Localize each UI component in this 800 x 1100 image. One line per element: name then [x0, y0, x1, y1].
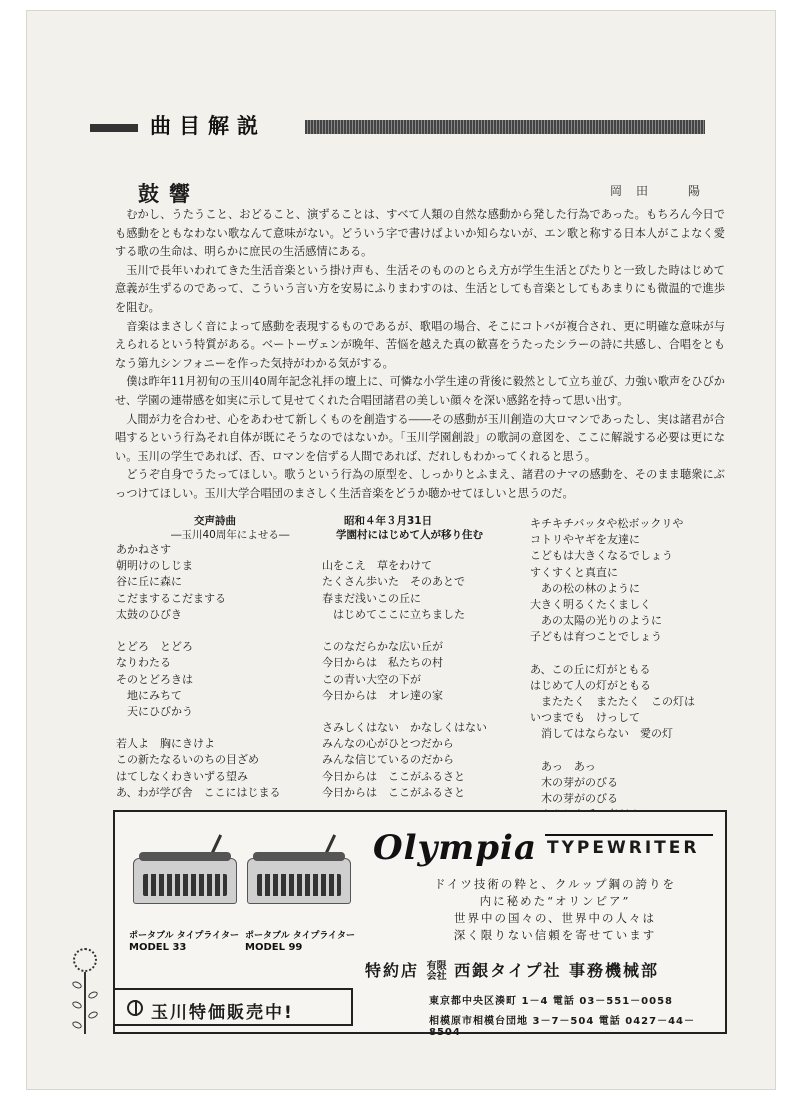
poem-column-2: [322, 514, 522, 801]
paragraph: むかし、うたうこと、おどること、演ずることは、すべて人類の自然な感動から発した行為であった。もちろん今日でも感動をともなわない歌なんて意味がない。どういう字で書けばよいか知らないが、エン歌と称する日本人がこよなく愛する歌の生命は、明らかに庶民の生活感情にある。: [115, 208, 725, 259]
brand-logo: Olympia: [373, 828, 537, 868]
poem-line: みんなの心がひとつだから: [322, 737, 454, 751]
ad-slogan: ドイツ技術の粋と、クルップ鋼の誇りを 内に秘めた“オリンピア” 世界中の国々の、世界中の人々は 深く限りない信頼を寄せています: [433, 877, 677, 942]
poem-line: 木の芽がのびる: [530, 776, 618, 789]
poem-line: 地にみちて: [116, 688, 182, 702]
article-body: [115, 206, 725, 504]
poem-line: あの太陽の光りのように: [530, 614, 662, 628]
poem-line: あ、この丘に灯がともる: [530, 662, 651, 676]
poem-line: 山をこえ 草をわけて: [322, 559, 432, 573]
poem-line: 若人よ 胸にきけよ: [116, 737, 215, 751]
poem-line: すくすくと真直に: [530, 565, 618, 579]
poem-line: またたく またたく この灯は: [530, 695, 695, 709]
poem-line: こだまするこだまする: [116, 591, 226, 605]
poem-line: [116, 623, 316, 639]
poem-heading: 交声詩曲: [194, 515, 236, 527]
model-caption: ポータブル タイプライター MODEL 33: [129, 931, 240, 953]
poem-subheading: 学園村にはじめて人が移り住む: [336, 529, 483, 541]
poem-line: あかねさす: [116, 543, 171, 556]
article-author: 岡田 陽: [610, 184, 715, 198]
paragraph: 玉川で長年いわれてきた生活音楽という掛け声も、生活そのもののとらえ方が学生生活とぴたりと一致した時はじめて意義が生ずるのであって、こういう言い方を安易にふりまわすのは、生活としても音楽としてもあまりにも微温的で進歩を阻む。: [115, 263, 725, 314]
poem-line: [322, 623, 522, 639]
poem-line: はじめて人の灯がともる: [530, 678, 651, 692]
poem-line: こどもは大きくなるでしょう: [530, 549, 673, 563]
poem-line: なりわたる: [116, 656, 171, 670]
section-heading: [90, 110, 720, 144]
dealer-name: 特約店 有限 会社 西銀タイプ社 事務機械部: [365, 960, 659, 982]
poem-line: このなだらかな広い丘が: [322, 640, 443, 654]
paragraph: 人間が力を合わせ、心をあわせて新しくものを創造する――その感動が玉川創造の大ロマンであったし、実は諸君が合唱するという行為それ自体が既にそうなのではないか。「玉川学園創設」の歌詞の意図を、ここに解説する必要は更にない。玉川の学生であれば、否、ロマンを信ずる人間であれば、だれしもわかってくれると思う。: [115, 412, 725, 463]
dealer-address: 東京都中央区湊町 1－4 電話 03－551－0058: [429, 996, 673, 1007]
poem-line: この新たなるいのちの目ざめ: [116, 753, 259, 767]
heading-rule-right: [305, 120, 705, 134]
poem-line: 天にひびかう: [116, 704, 193, 718]
poem-line: 木の芽がのびる: [530, 792, 618, 806]
sale-text: 玉川特価販売中!: [151, 1003, 294, 1023]
flower-icon: [68, 948, 102, 1038]
poem-line: 太鼓のひびき: [116, 607, 182, 621]
poem-line: キチキチバッタや松ボックリや: [530, 517, 684, 530]
poem-lines: [116, 542, 316, 801]
poem-subheading: ―玉川40周年によせる―: [171, 529, 290, 541]
typewriter-illustration: [129, 840, 241, 906]
poem-line: いつまでも けっして: [530, 711, 640, 725]
section-title: 曲目解説: [150, 114, 266, 138]
poem-line: 今日からは ここがふるさと: [322, 785, 465, 799]
poem-line: コトリやヤギを友達に: [530, 533, 640, 547]
poem-line: さみしくはない かなしくはない: [322, 721, 487, 735]
poem-column-1: [116, 514, 316, 801]
dealer-address: 相模原市相模台団地 3－7－504 電話 0427－44－8504: [429, 1016, 695, 1038]
poem-line: [116, 720, 316, 736]
model-number: MODEL 33: [129, 942, 187, 953]
poem-line: 谷に丘に森に: [116, 575, 182, 589]
poem-line: [530, 743, 730, 759]
sale-banner: [113, 988, 353, 1026]
article-title: 鼓響: [138, 181, 200, 206]
poem-line: 今日からは 私たちの村: [322, 656, 443, 670]
poem-line: 大きく明るくたくましく: [530, 597, 651, 611]
poem-line: 朝明けのしじま: [116, 559, 193, 573]
poem-line: みんな信じているのだから: [322, 753, 454, 767]
poem-line: あの松の林のように: [530, 581, 640, 595]
poem-lines: [530, 516, 730, 824]
heading-rule-left: [90, 124, 138, 132]
poem-line: 消してはならない 愛の灯: [530, 727, 673, 741]
poem-line: あっ あっ: [530, 759, 596, 773]
poem-line: [322, 704, 522, 720]
poem-line: あ、わが学び舎 ここにはじまる: [116, 785, 281, 799]
poem-line: 今日からは ここがふるさと: [322, 769, 465, 783]
poem-line: 子どもは育つことでしょう: [530, 630, 662, 644]
paragraph: 音楽はまさしく音によって感動を表現するものであるが、歌唱の場合、そこにコトバが複合され、更に明確な意味が与えられるという特質がある。ベートーヴェンが晩年、苦悩を越えた真の歓喜をうたったシラーの詩に共感し、合唱をともなう第九シンフォニーを作った気持がわかる気がする。: [115, 319, 725, 370]
poem-line: はてしなくわきいずる望み: [116, 769, 248, 783]
poem-line: [322, 542, 522, 558]
poem-line: 今日からは オレ達の家: [322, 688, 443, 702]
poem-heading: 昭和４年３月31日: [344, 515, 433, 527]
paragraph: 僕は昨年11月初旬の玉川40周年記念礼拝の壇上に、可憐な小学生達の背後に毅然として立ち並び、力強い歌声をひびかせ、学園の連帯感を如実に示して見せてくれた合唱団諸君の美しい顔々を深い感銘を持って思い出す。: [115, 375, 725, 407]
poem-lines: [322, 542, 522, 801]
poem-line: [530, 646, 730, 662]
olympia-advertisement: [113, 810, 727, 1038]
brand-rule: [545, 834, 713, 836]
paragraph: どうぞ自身でうたってほしい。歌うという行為の原型を、しっかりとふまえ、諸君のナマの感動を、そのまま聴衆にぶっつけてほしい。玉川大学合唱団のまさしく生活音楽をどうか聴かせてほしいと思うのだ。: [115, 468, 725, 500]
power-symbol-icon: [127, 1000, 143, 1016]
poem-line: たくさん歩いた そのあとで: [322, 575, 465, 589]
typewriter-illustration: [243, 840, 355, 906]
model-number: MODEL 99: [245, 942, 303, 953]
poem-line: はじめてここに立ちました: [322, 607, 465, 621]
product-name: TYPEWRITER: [547, 838, 700, 858]
poem-line: 春まだ浅いこの丘に: [322, 591, 421, 605]
poem-line: この青い大空の下が: [322, 672, 421, 686]
poem-line: とどろ とどろ: [116, 640, 193, 654]
poem-line: そのとどろきは: [116, 672, 193, 686]
model-caption: ポータブル タイプライター MODEL 99: [245, 931, 356, 953]
poem-column-3: [530, 516, 730, 824]
